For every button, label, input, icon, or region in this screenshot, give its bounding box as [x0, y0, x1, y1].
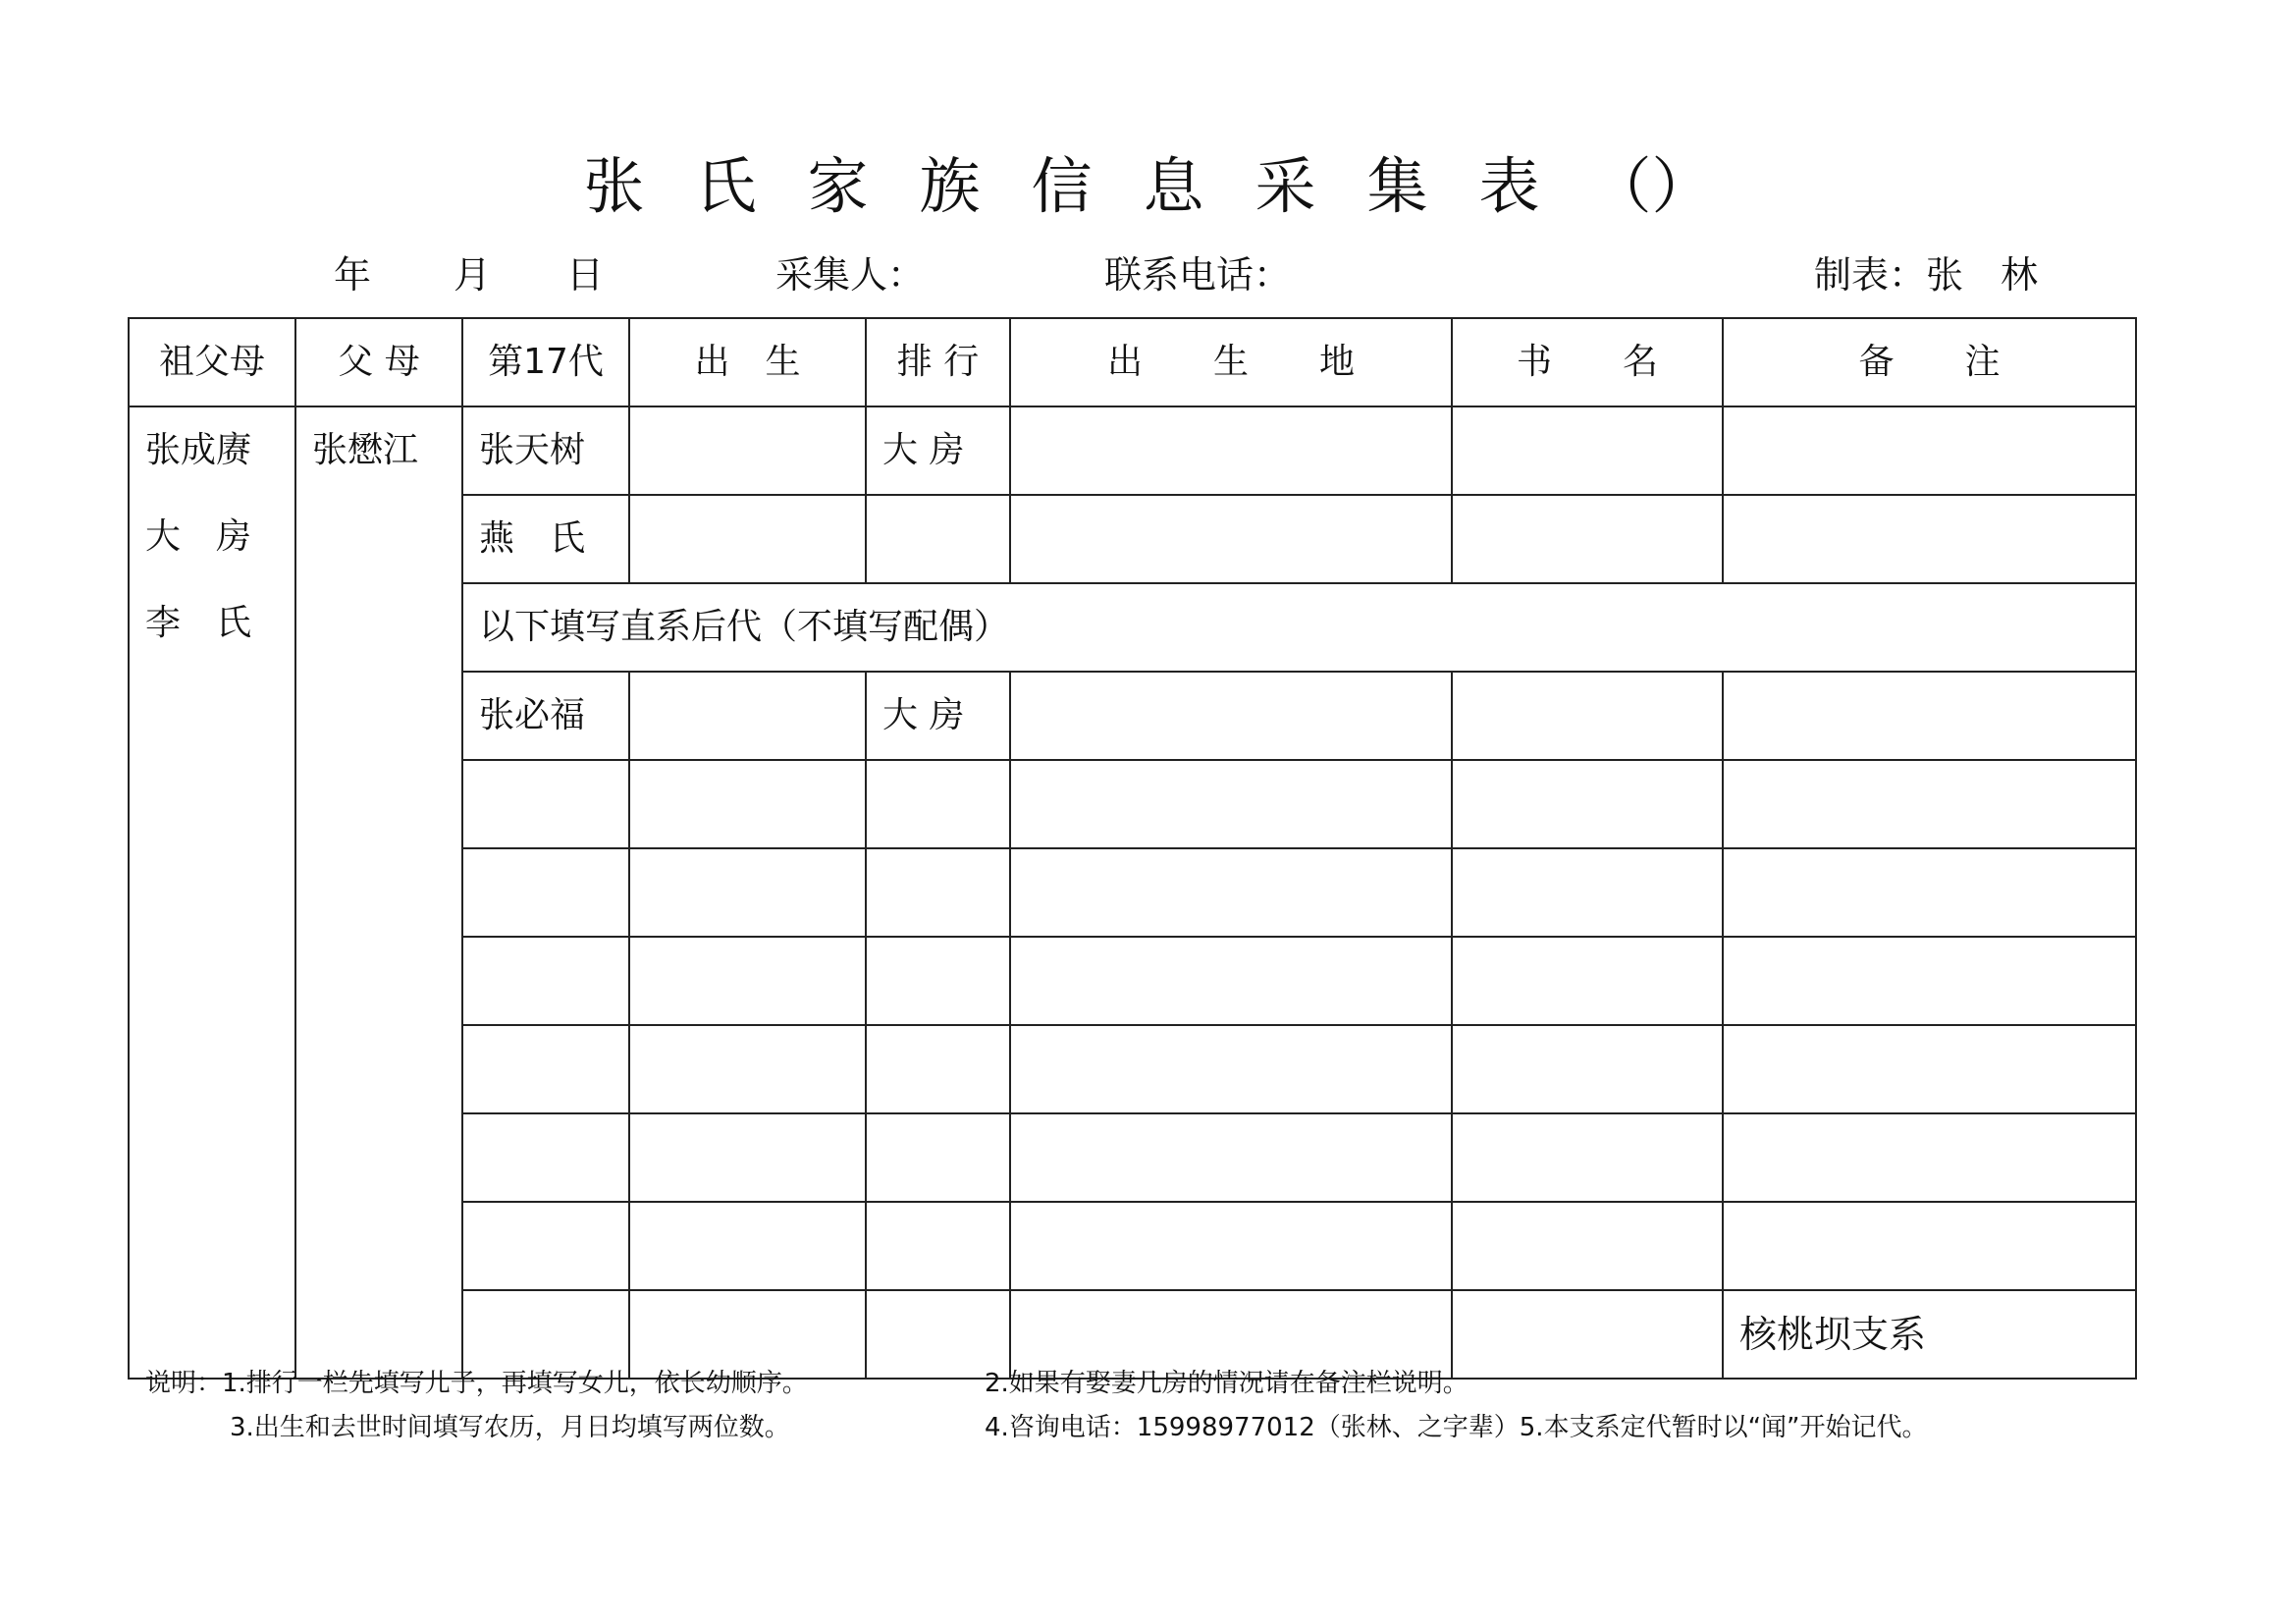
grandparent-branch: 大 房 [145, 516, 252, 557]
remark-cell[interactable] [1723, 495, 2136, 583]
form-title [0, 147, 2296, 226]
book-name-cell[interactable] [1452, 1113, 1723, 1202]
birth-cell[interactable] [629, 760, 866, 848]
book-name-cell[interactable] [1452, 672, 1723, 760]
birthplace-cell[interactable] [1010, 406, 1452, 495]
meta-day: 日 [566, 253, 605, 297]
remark-cell[interactable] [1723, 672, 2136, 760]
rank-cell[interactable]: 大 房 [866, 672, 1010, 760]
grandparents-cell [129, 406, 295, 1379]
note-2: 2.如果有娶妻几房的情况请在备注栏说明。 [985, 1369, 1468, 1398]
descendant-name-cell[interactable] [462, 848, 629, 937]
birth-cell[interactable] [629, 937, 866, 1025]
birth-cell[interactable] [629, 406, 866, 495]
note-4: 4.咨询电话：15998977012（张林、之字辈）5.本支系定代暂时以“闻”开始记代。 [985, 1413, 1928, 1442]
birthplace-cell[interactable] [1010, 848, 1452, 937]
descendant-name-cell[interactable] [462, 760, 629, 848]
descendant-name-cell[interactable] [462, 937, 629, 1025]
rank-cell[interactable] [866, 1113, 1010, 1202]
rank-cell[interactable] [866, 1025, 1010, 1113]
grandmother-name: 李 氏 [145, 603, 252, 643]
descendants-note: 以下填写直系后代（不填写配偶） [462, 583, 2136, 672]
birth-cell[interactable] [629, 1290, 866, 1379]
rank-cell[interactable] [866, 760, 1010, 848]
meta-year: 年 [334, 253, 372, 297]
remark-cell[interactable] [1723, 1202, 2136, 1290]
rank-cell[interactable]: 大 房 [866, 406, 1010, 495]
remark-cell[interactable] [1723, 760, 2136, 848]
birthplace-cell[interactable] [1010, 1025, 1452, 1113]
header-row [129, 318, 2136, 406]
birth-cell[interactable] [629, 1113, 866, 1202]
remark-cell[interactable] [1723, 1025, 2136, 1113]
form-title-paren: （） [1590, 150, 1713, 222]
rank-cell[interactable] [866, 848, 1010, 937]
descendant-name-cell[interactable]: 张必福 [462, 672, 629, 760]
remark-cell[interactable] [1723, 848, 2136, 937]
form-title-text: 张氏家族信息采集表 [583, 150, 1591, 222]
remark-cell[interactable] [1723, 406, 2136, 495]
birth-cell[interactable] [629, 1202, 866, 1290]
descendant-name-cell[interactable] [462, 1113, 629, 1202]
gen17-name-cell[interactable]: 燕 氏 [462, 495, 629, 583]
parent-name: 张懋江 [312, 430, 419, 470]
birthplace-cell[interactable] [1010, 672, 1452, 760]
book-name-cell[interactable] [1452, 937, 1723, 1025]
rank-cell[interactable] [866, 1202, 1010, 1290]
header-gen17: 第17代 [462, 318, 629, 406]
header-remark: 备 注 [1723, 318, 2136, 406]
birthplace-cell[interactable] [1010, 495, 1452, 583]
note-3: 3.出生和去世时间填写农历，月日均填写两位数。 [230, 1413, 790, 1442]
meta-collector: 采集人： [775, 253, 926, 297]
rank-cell[interactable] [866, 1290, 1010, 1379]
birth-cell[interactable] [629, 495, 866, 583]
descendant-name-cell[interactable] [462, 1025, 629, 1113]
family-info-table [128, 317, 2137, 1380]
header-grandparents: 祖父母 [129, 318, 295, 406]
descendant-name-cell[interactable] [462, 1202, 629, 1290]
descendant-name-cell[interactable] [462, 1290, 629, 1379]
grandparent-name: 张成赓 [145, 430, 252, 470]
rank-cell[interactable] [866, 937, 1010, 1025]
book-name-cell[interactable] [1452, 848, 1723, 937]
birthplace-cell[interactable] [1010, 1113, 1452, 1202]
book-name-cell[interactable] [1452, 495, 1723, 583]
remark-cell[interactable] [1723, 937, 2136, 1025]
birthplace-cell[interactable] [1010, 1202, 1452, 1290]
book-name-cell[interactable] [1452, 760, 1723, 848]
note-1: 说明：1.排行一栏先填写儿子，再填写女儿，依长幼顺序。 [145, 1369, 808, 1398]
header-book-name: 书 名 [1452, 318, 1723, 406]
birthplace-cell[interactable] [1010, 1290, 1452, 1379]
rank-cell[interactable] [866, 495, 1010, 583]
header-birth: 出 生 [629, 318, 866, 406]
birth-cell[interactable] [629, 1025, 866, 1113]
meta-month: 月 [454, 253, 492, 297]
meta-phone: 联系电话： [1104, 253, 1292, 297]
birth-cell[interactable] [629, 672, 866, 760]
birthplace-cell[interactable] [1010, 760, 1452, 848]
book-name-cell[interactable] [1452, 1202, 1723, 1290]
book-name-cell[interactable] [1452, 1290, 1723, 1379]
table-row [129, 406, 2136, 495]
header-parents: 父 母 [295, 318, 462, 406]
birthplace-cell[interactable] [1010, 937, 1452, 1025]
meta-maker: 制表：张 林 [1814, 253, 2039, 297]
header-rank: 排 行 [866, 318, 1010, 406]
birth-cell[interactable] [629, 848, 866, 937]
gen17-name-cell[interactable]: 张天树 [462, 406, 629, 495]
book-name-cell[interactable] [1452, 1025, 1723, 1113]
book-name-cell[interactable] [1452, 406, 1723, 495]
remark-cell-branch[interactable]: 核桃坝支系 [1723, 1290, 2136, 1379]
parent-cell [295, 406, 462, 1379]
remark-cell[interactable] [1723, 1113, 2136, 1202]
header-birthplace: 出 生 地 [1010, 318, 1452, 406]
